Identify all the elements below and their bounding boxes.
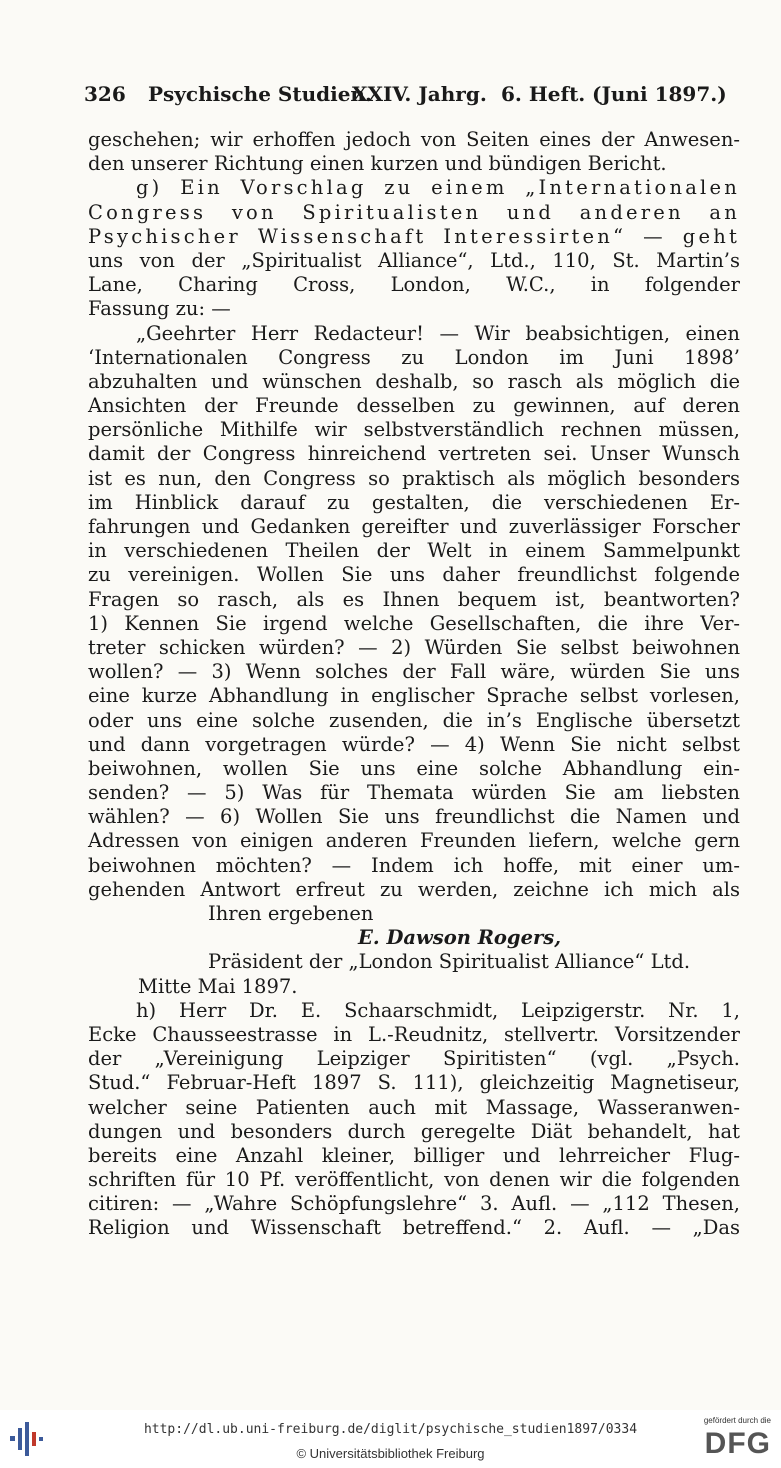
text-line: uns von der „Spiritualist Alliance“, Ltd., 110, St. Martin’s xyxy=(88,248,740,272)
text-line: Ansichten der Freunde desselben zu gewinnen, auf deren xyxy=(88,394,740,418)
text-line: schriften für 10 Pf. veröffentlicht, von denen wir die folgenden xyxy=(88,1168,740,1192)
text-line: Fragen so rasch, als es Ihnen bequem ist, beantworten? xyxy=(88,587,740,611)
text-line: oder uns eine solche zusenden, die in’s Englische übersetzt xyxy=(88,708,740,732)
text-line: senden? — 5) Was für Themata würden Sie am liebsten xyxy=(88,781,740,805)
text-line: treter schicken würden? — 2) Würden Sie selbst beiwohnen xyxy=(88,635,740,659)
text-line: g) Ein Vorschlag zu einem „Internationalen xyxy=(136,176,740,200)
text-line: den unserer Richtung einen kurzen und bündigen Bericht. xyxy=(88,152,667,176)
issue-date: (Juni 1897.) xyxy=(592,82,727,106)
text-line: h) Herr Dr. E. Schaarschmidt, Leipzigerstr. Nr. 1, xyxy=(136,998,740,1022)
text-line: im Hinblick darauf zu gestalten, die verschiedenen Er- xyxy=(88,490,740,514)
permalink-url[interactable]: http://dl.ub.uni-freiburg.de/diglit/psychische_studien1897/0334 xyxy=(143,1422,638,1437)
text-line: gehenden Antwort erfreut zu werden, zeichne ich mich als xyxy=(88,877,740,901)
body-text xyxy=(88,128,740,1241)
text-line: in verschiedenen Theilen der Welt in einem Sammelpunkt xyxy=(88,539,740,563)
page-number: 326 xyxy=(84,82,126,106)
text-line: Ecke Chausseestrasse in L.-Reudnitz, stellvertr. Vorsitzender xyxy=(88,1022,740,1046)
viewer-footer xyxy=(0,1410,781,1468)
signature-title: Präsident der „London Spiritualist Alliance“ Ltd. xyxy=(208,950,691,974)
text-line: ‘Internationalen Congress zu London im Juni 1898’ xyxy=(88,345,740,369)
copyright-notice: © Universitätsbibliothek Freiburg xyxy=(296,1446,485,1461)
text-line: damit der Congress hinreichend vertreten sei. Unser Wunsch xyxy=(88,442,740,466)
dfg-logo-icon xyxy=(689,1416,771,1464)
text-line: der „Vereinigung Leipziger Spiritisten“ (vgl. „Psych. xyxy=(88,1047,740,1071)
text-line: Fassung zu: — xyxy=(88,297,231,321)
dfg-wordmark: DFG xyxy=(704,1427,771,1460)
text-line: Ihren ergebenen xyxy=(208,902,374,925)
text-line: Psychischer Wissenschaft Interessirten“ — geht xyxy=(88,224,740,248)
text-line: eine kurze Abhandlung in englischer Sprache selbst vorlesen, xyxy=(88,684,740,708)
text-line: dungen und besonders durch geregelte Diät behandelt, hat xyxy=(88,1119,740,1143)
text-line: Adressen von einigen anderen Freunden liefern, welche gern xyxy=(88,829,740,853)
text-line: abzuhalten und wünschen deshalb, so rasch als möglich die xyxy=(88,369,740,393)
funding-note: gefördert durch die xyxy=(703,1416,771,1425)
letter-date: Mitte Mai 1897. xyxy=(138,974,298,998)
text-line: welcher seine Patienten auch mit Massage, Wasseranwen- xyxy=(88,1095,740,1119)
journal-title: Psychische Studien. xyxy=(148,82,372,106)
text-line: persönliche Mithilfe wir selbstverständlich rechnen müssen, xyxy=(88,418,740,442)
text-line: wählen? — 6) Wollen Sie uns freundlichst die Namen und xyxy=(88,805,740,829)
text-line: geschehen; wir erhoffen jedoch von Seiten eines der Anwesen- xyxy=(88,128,740,151)
text-line: 1) Kennen Sie irgend welche Gesellschaften, die ihre Ver- xyxy=(88,611,740,635)
text-line: fahrungen und Gedanken gereifter und zuverlässiger Forscher xyxy=(88,515,740,538)
text-line: „Geehrter Herr Redacteur! — Wir beabsichtigen, einen xyxy=(136,321,740,345)
issue-label: 6. Heft. xyxy=(501,82,586,106)
signature-name: E. Dawson Rogers, xyxy=(358,926,562,950)
text-line: ist es nun, den Congress so praktisch als möglich besonders xyxy=(88,466,740,490)
volume-label: XXIV. Jahrg. xyxy=(352,82,487,106)
text-line: beiwohnen, wollen Sie uns eine solche Abhandlung ein- xyxy=(88,756,740,780)
text-line: citiren: — „Wahre Schöpfungslehre“ 3. Aufl. — „112 Thesen, xyxy=(88,1192,740,1216)
text-line: Lane, Charing Cross, London, W.C., in folgender xyxy=(88,273,740,297)
text-line: und dann vorgetragen würde? — 4) Wenn Sie nicht selbst xyxy=(88,732,740,756)
text-line: beiwohnen möchten? — Indem ich hoffe, mit einer um- xyxy=(88,853,740,877)
text-line: wollen? — 3) Wenn solches der Fall wäre, würden Sie uns xyxy=(88,660,740,684)
text-line: Congress von Spiritualisten und anderen an xyxy=(88,200,740,224)
text-line: Stud.“ Februar-Heft 1897 S. 111), gleichzeitig Magnetiseur, xyxy=(88,1071,740,1095)
text-line: bereits eine Anzahl kleiner, billiger und lehrreicher Flug- xyxy=(88,1143,740,1167)
running-header xyxy=(84,82,727,112)
text-line: zu vereinigen. Wollen Sie uns daher freundlichst folgende xyxy=(88,563,740,587)
text-line: Religion und Wissenschaft betreffend.“ 2. Aufl. — „Das xyxy=(88,1216,740,1240)
